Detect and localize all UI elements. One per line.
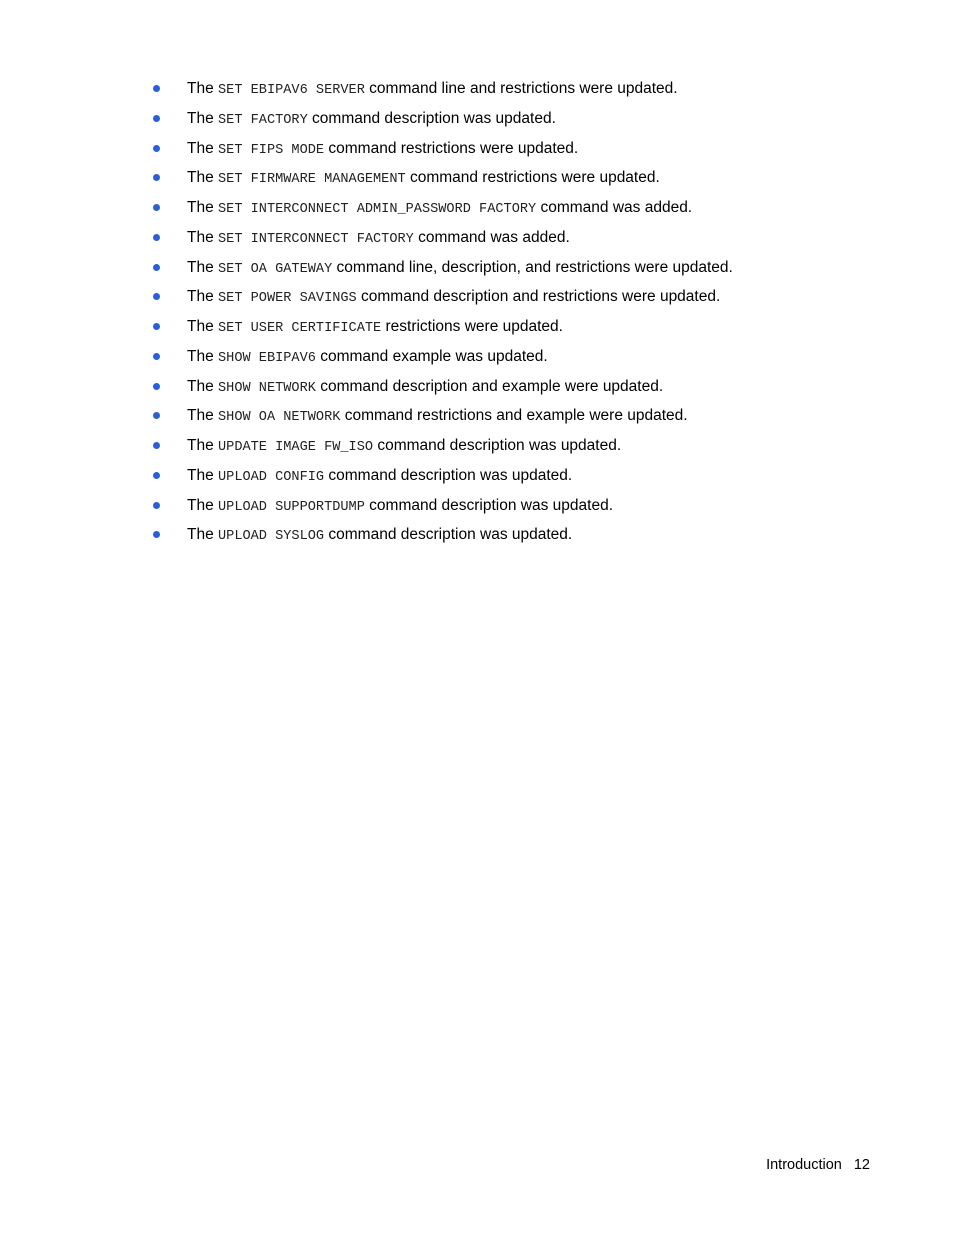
footer-section-title: Introduction [766,1157,842,1173]
list-item [152,401,733,431]
command-name: SHOW NETWORK [218,380,316,396]
page-number: 12 [853,1157,870,1173]
command-name: SET FACTORY [218,112,308,128]
bullet-icon [153,293,160,300]
command-name: SET EBIPAV6 SERVER [218,83,365,98]
item-prefix: The [187,496,219,514]
list-item [152,461,733,491]
bullet-icon [153,502,160,509]
command-name: UPDATE IMAGE FW_ISO [218,440,374,455]
page-footer [766,1157,870,1173]
command-name: SHOW OA NETWORK [218,410,341,426]
bullet-icon [153,145,160,152]
list-item [152,193,733,223]
list-item [152,520,733,550]
bullet-icon [153,323,160,330]
bullet-icon [153,531,160,538]
item-suffix: command restrictions were updated. [405,169,660,187]
list-item [152,431,733,461]
item-prefix: The [187,258,219,276]
command-name: SET FIPS MODE [218,142,325,158]
change-list [152,74,733,550]
item-suffix: command example was updated. [315,347,548,365]
item-prefix: The [187,407,219,425]
item-prefix: The [187,347,219,365]
list-item [152,282,733,312]
item-suffix: command was added. [536,199,693,216]
item-suffix: command restrictions and example were updated. [340,407,688,425]
item-prefix: The [187,466,219,484]
list-item [152,342,733,372]
item-prefix: The [187,109,219,127]
item-prefix: The [187,139,219,157]
list-item [152,372,733,402]
bullet-icon [153,115,160,122]
item-suffix: command was added. [413,228,570,246]
command-name: SET OA GATEWAY [218,261,333,277]
list-item [152,312,733,342]
bullet-icon [153,472,160,479]
item-prefix: The [187,199,219,216]
list-item [152,253,733,283]
item-prefix: The [187,228,219,246]
command-name: UPLOAD SUPPORTDUMP [218,499,365,515]
item-suffix: command description and restrictions were updated. [356,288,721,306]
bullet-icon [153,85,160,92]
bullet-icon [153,264,160,271]
list-item [152,104,733,134]
command-name: SET INTERCONNECT FACTORY [218,231,414,247]
bullet-icon [153,412,160,419]
command-name: UPLOAD CONFIG [218,469,325,485]
list-item [152,74,733,104]
list-item [152,163,733,193]
item-prefix: The [187,526,219,544]
command-name: SET FIRMWARE MANAGEMENT [218,172,406,188]
item-prefix: The [187,437,219,454]
command-name: SET POWER SAVINGS [218,291,357,307]
item-suffix: command restrictions were updated. [324,139,579,157]
item-suffix: command line and restrictions were updated. [364,80,678,97]
item-suffix: command description was updated. [364,496,613,514]
item-suffix: command description was updated. [373,437,622,454]
item-prefix: The [187,318,219,335]
list-item [152,134,733,164]
item-prefix: The [187,80,219,97]
bullet-icon [153,174,160,181]
item-suffix: command description and example were updated. [315,377,664,395]
command-name: SET INTERCONNECT ADMIN_PASSWORD FACTORY [218,202,537,217]
command-name: SET USER CERTIFICATE [218,321,382,336]
item-prefix: The [187,288,219,306]
bullet-icon [153,442,160,449]
list-item [152,491,733,521]
item-prefix: The [187,169,219,187]
bullet-icon [153,383,160,390]
bullet-icon [153,234,160,241]
bullet-icon [153,353,160,360]
item-suffix: command line, description, and restrictions were updated. [332,258,733,276]
command-name: UPLOAD SYSLOG [218,529,325,545]
item-suffix: command description was updated. [324,466,573,484]
command-name: SHOW EBIPAV6 [218,350,316,366]
list-item [152,223,733,253]
item-prefix: The [187,377,219,395]
item-suffix: restrictions were updated. [381,318,563,335]
item-suffix: command description was updated. [324,526,573,544]
item-suffix: command description was updated. [307,109,556,127]
bullet-icon [153,204,160,211]
